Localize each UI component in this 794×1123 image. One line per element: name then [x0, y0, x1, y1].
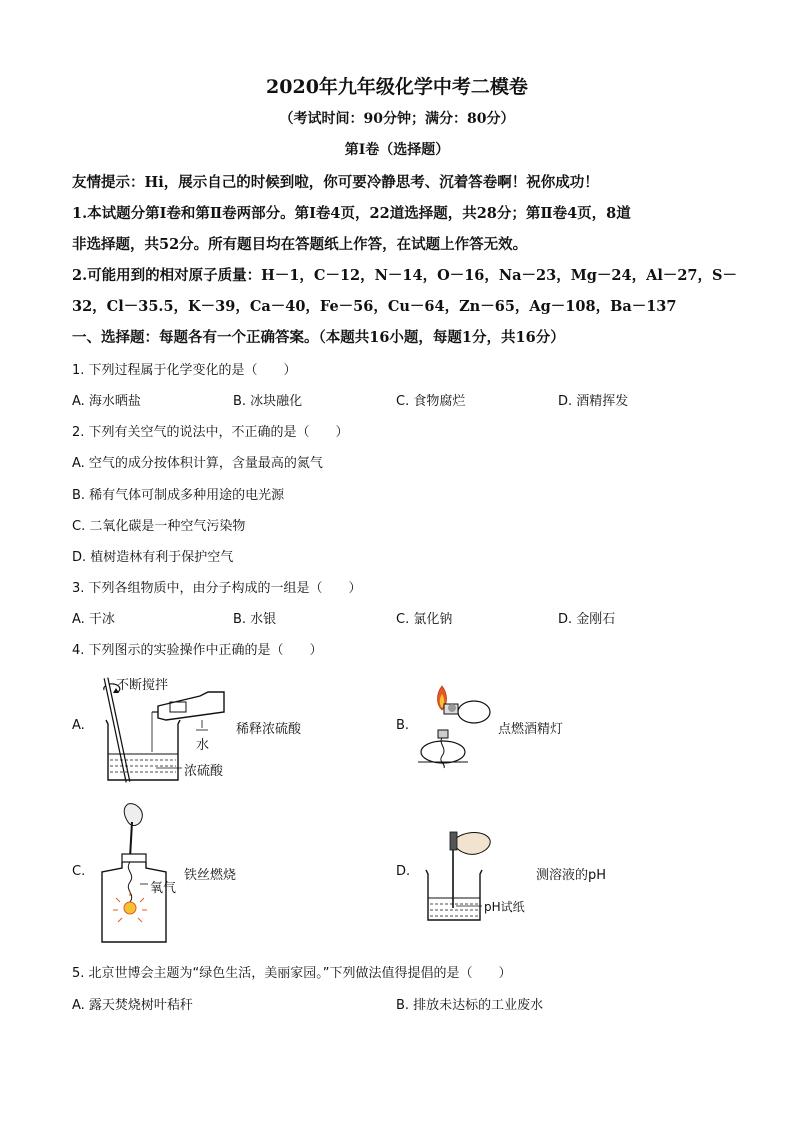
- q4-option-a: A.: [72, 718, 85, 733]
- acid-label: 浓硫酸: [184, 764, 224, 779]
- friendly-tip: 友情提示：Hi，展示自己的时候到啦，你可要冷静思考、沉着答卷啊！祝你成功！: [72, 174, 599, 191]
- q3-option-c: C. 氯化钠: [396, 612, 453, 627]
- question-2-stem: 2. 下列有关空气的说法中，不正确的是（ ）: [72, 425, 349, 440]
- note-1-line-1: 1.本试题分第Ⅰ卷和第Ⅱ卷两部分。第Ⅰ卷4页，22道选择题，共28分；第Ⅱ卷4页，8道: [72, 205, 631, 222]
- fig-c-caption: 铁丝燃烧: [184, 868, 237, 883]
- ph-paper-label: pH试纸: [484, 900, 525, 914]
- question-5-stem: 5. 北京世博会主题为“绿色生活，美丽家园。”下列做法值得提倡的是（ ）: [72, 966, 512, 981]
- oxygen-label: 氧气: [150, 881, 177, 896]
- section-heading: 第Ⅰ卷（选择题）: [344, 142, 450, 158]
- stir-label: 不断搅拌: [116, 678, 169, 693]
- page-title: 2020年九年级化学中考二模卷: [266, 76, 528, 98]
- note-2-line-2: 32，Cl－35.5，K－39，Ca－40，Fe－56，Cu－64，Zn－65，Ag－108，Ba－137: [72, 298, 677, 315]
- exam-info: （考试时间：90分钟；满分：80分）: [279, 111, 515, 127]
- question-4-stem: 4. 下列图示的实验操作中正确的是（ ）: [72, 643, 323, 658]
- q1-option-d: D. 酒精挥发: [558, 394, 629, 409]
- part-1-heading: 一、选择题：每题各有一个正确答案。（本题共16小题，每题1分，共16分）: [72, 329, 565, 346]
- q3-option-d: D. 金刚石: [558, 612, 616, 627]
- question-3-stem: 3. 下列各组物质中，由分子构成的一组是（ ）: [72, 581, 362, 596]
- q5-option-a: A. 露天焚烧树叶秸秆: [72, 998, 193, 1013]
- note-2-line-1: 2.可能用到的相对原子质量：H－1，C－12，N－14，O－16，Na－23，Mg－24，Al－27，S－: [72, 267, 737, 284]
- q4-option-d: D.: [396, 864, 411, 879]
- note-1-line-2: 非选择题，共52分。所有题目均在答题纸上作答，在试题上作答无效。: [72, 236, 528, 253]
- fig-d-caption: 测溶液的pH: [536, 868, 607, 883]
- q1-option-b: B. 冰块融化: [233, 394, 303, 409]
- q3-option-b: B. 水银: [233, 612, 277, 627]
- q2-option-b: B. 稀有气体可制成多种用途的电光源: [72, 488, 285, 503]
- fig-b-caption: 点燃酒精灯: [498, 722, 564, 737]
- fig-a-caption: 稀释浓硫酸: [236, 722, 302, 737]
- q2-option-d: D. 植树造林有利于保护空气: [72, 550, 234, 565]
- q4-option-b: B.: [396, 718, 410, 733]
- q4-option-c: C.: [72, 864, 86, 879]
- iron-wire-combustion-figure: [96, 800, 176, 946]
- q1-option-c: C. 食物腐烂: [396, 394, 466, 409]
- alcohol-lamp-figure: [414, 682, 498, 772]
- q5-option-b: B. 排放未达标的工业废水: [396, 998, 544, 1013]
- water-label: 水: [196, 738, 210, 753]
- q1-option-a: A. 海水晒盐: [72, 394, 141, 409]
- q2-option-a: A. 空气的成分按体积计算，含量最高的氮气: [72, 456, 323, 471]
- q3-option-a: A. 干冰: [72, 612, 115, 627]
- q2-option-c: C. 二氧化碳是一种空气污染物: [72, 519, 246, 534]
- question-1-stem: 1. 下列过程属于化学变化的是（ ）: [72, 363, 297, 378]
